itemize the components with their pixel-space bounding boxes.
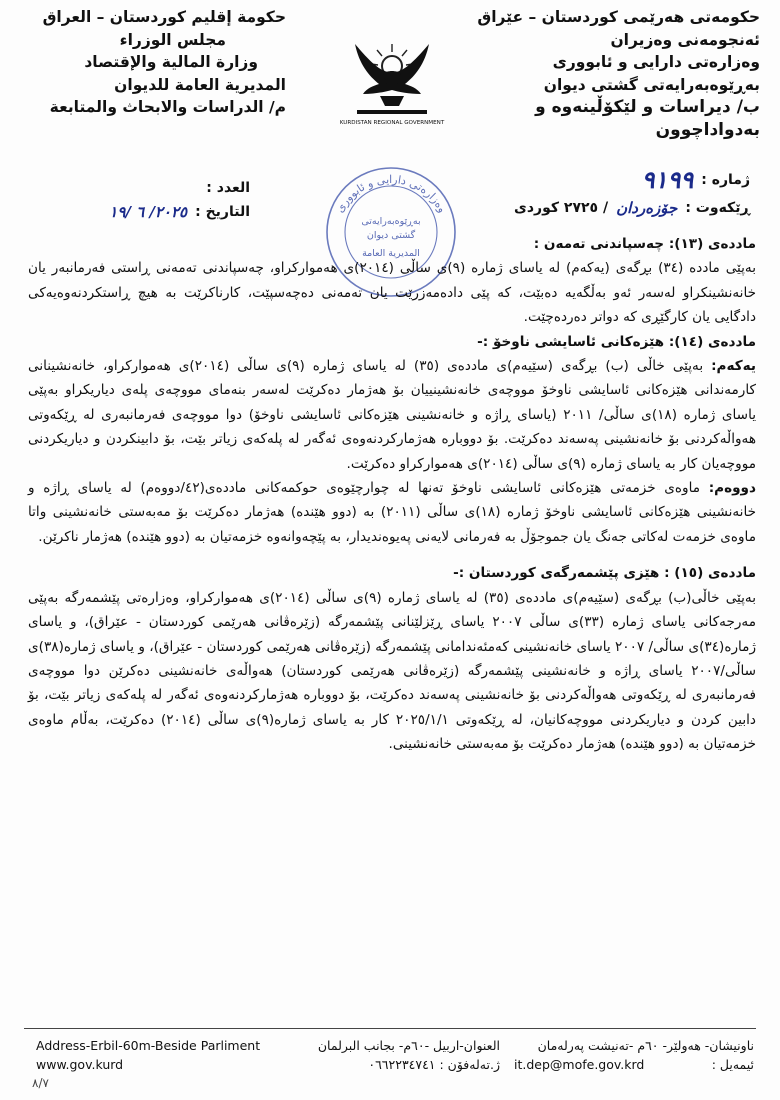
article-13-heading: ماددەی (١٣): چەسپاندنی تەمەن :: [533, 236, 756, 252]
stamp-line2: گشتی دیوان: [366, 230, 416, 241]
footer-english: [36, 1036, 260, 1074]
number-label-arabic: العدد :: [206, 180, 250, 196]
article-14-second: [28, 476, 756, 549]
article-14-second-text: ماوەی خزمەتی هێزەكانی ئاسایشی ناوخۆ تەنها لە چوارچێوەی حوكمەكانی ماددەی(٤٢/دووەم) لە یاسای ڕاژە و خانەنشینی هێزەكانی ئاسایشی ناوخۆ ژمارە (١٨)ی ساڵی (٢٠١١) بە (دوو هێندە) هەژمار دەكرێت بۆ مەبەستی خانەنشینی واتا ماوەی خزمەت لەكاتی جەنگ یان جموجۆڵ بە فەرمانی لایەنی پەیوەندیدار، بە پێچەوانەوە خزمەتیان بە (دوو هێندە) هەژمار ناكرێن.: [28, 480, 756, 545]
header-arabic-line2: مجلس الوزراء: [119, 30, 226, 49]
logo-caption: KURDISTAN REGIONAL GOVERNMENT: [339, 120, 445, 126]
svg-text:وەزارەتی دارایی و ئابووری: [333, 173, 449, 215]
reference-block-arabic: [40, 176, 250, 224]
header-kurdish: [440, 6, 760, 141]
handwritten-month: جۆزەردان: [616, 199, 678, 217]
stamp-line3: المديرية العامة: [362, 248, 420, 259]
footer-email-label: ئیمەیل :: [711, 1057, 754, 1072]
article-14-first: [28, 354, 756, 476]
article-14-second-label: دووەم:: [708, 480, 756, 497]
footer-website[interactable]: www.gov.kurd: [36, 1057, 124, 1072]
number-label-kurdish: ژمارە :: [701, 172, 750, 188]
article-14-first-label: یەكەم:: [711, 358, 757, 375]
handwritten-date: ٢٠٢٥/ ٦ /١٩: [109, 203, 188, 221]
header-kurdish-line2: ئەنجومەنی وەزیران: [610, 30, 760, 49]
article-15-heading: ماددەی (١٥) : هێزی پێشمەرگەی كوردستان :-: [453, 565, 756, 582]
krg-eagle-logo-icon: [333, 14, 451, 132]
date-label-arabic: التاريخ :: [195, 204, 250, 220]
header-arabic-line4: المديرية العامة للديوان: [114, 75, 286, 94]
header-kurdish-line5: ب/ دیراسات و لێكۆڵینەوە و بەدواداچوون: [535, 97, 760, 140]
article-14-heading: ماددەی (١٤): هێزەكانی ئاسایشی ناوخۆ :-: [477, 333, 756, 350]
header-kurdish-line4: بەڕێوەبەرایەتی گشتی دیوان: [543, 75, 760, 94]
reference-block-kurdish: [450, 166, 750, 222]
header-kurdish-line3: وەزارەتی دارایی و ئابووری: [552, 53, 760, 71]
article-13-text: بەپێی ماددە (٣٤) بڕگەی (یەكەم) لە یاسای ژمارە (٩)ی ساڵی (٢٠١٤)ی هەمواركراو، چەسپاندنی تەمەنی ڕاستی فەرمانبەر یان خانەنشینكراو لەسەر ئەو بەڵگەیە دەبێت، كە پێی دادەمەزرێت یان تەمەنی دەچەسپێت، كارناكرێت بە هیچ ڕاستكردنەوەیەكی دادگایی یان كارگێڕی كە دواتر دەردەچێت.: [28, 260, 756, 326]
date-suffix-kurdish: / ٢٧٢٥ كوردی: [514, 200, 609, 216]
stamp-line1: بەڕێوەبەرایەتی: [361, 216, 421, 227]
footer-email[interactable]: it.dep@mofe.gov.krd: [514, 1057, 645, 1072]
article-14-first-text: بەپێی خاڵی (ب) بڕگەی (سێیەم)ی ماددەی (٣٥) لە یاسای ژمارە (٩)ی ساڵی (٢٠١٤)ی هەمواركراو، خانەنشینانی كارمەندانی هێزەكانی ئاسایشی ناوخۆ مووچەی خانەنشینییان بۆ هەژمار دەكرێت لەسەر بنەمای مووچەی پلەی دیاریكراو بەپێی یاسای ژمارە (١٨)ی ساڵی/ ٢٠١١ (یاسای ڕاژە و خانەنشینی هێزەكانی ئاسایشی ناوخۆ) دوا مووچەی فەرمانبەری لە ڕێكەوتی هەواڵەكردنی بۆ خانەنشینی پەسەند دەكرێت. بۆ دووبارە هەژماركردنەوەی ئەگەر لە پلەكەی زیاتر بێت، بۆ دابینكردن و دیاریكردنی مووچەیان كار بە یاسای ژمارە (٩)ی ساڵی (٢٠١٤)ی هەمواركراو دەكرێت.: [28, 358, 756, 472]
date-label-kurdish: ڕێكەوت :: [685, 200, 750, 216]
article-15-text: بەپێی خاڵی(ب) بڕگەی (سێیەم)ی ماددەی (٣٥) لە یاسای ژمارە (٩)ی ساڵی (٢٠١٤)ی هەمواركراو، وەزارەتی پێشمەرگە بەپێی مەرجەكانی یاسای ژمارە (٣٣)ی ساڵی ٢٠٠٧ یاسای ڕێزلێنانی پێشمەرگە (زێرەڤانی هەرێمی كوردستان - عێراق)، و یاسای ژمارە(٣٤)ی ساڵی/ ٢٠٠٧ یاسای خانەنشینی كەمئەندامانی پێشمەرگە (زێرەڤانی هەرێمی كوردستان - عێراق)، و یاسای ژمارە(٣٨)ی ساڵی/٢٠٠٧ یاسای ڕاژە و خانەنشینی پێشمەرگە (زێرەڤانی هەرێمی كوردستان) هەواڵەی خانەنشینی دەكرێن دوا مووچەی فەرمانبەری لە ڕێكەوتی هەواڵەكردنی بۆ خانەنشینی پەسەند دەكرێت، بۆ دووبارە هەژماركردنەوەی ئەگەر لە پلەكەی زیاتر بێت، بۆ دابین كردن و دیاریكردنی مووچەكانیان، لە ڕێكەوتی ٢٠٢٥/١/١ كار بە یاسای ژمارە(٩)ی ساڵی (٢٠١٤) دەكرێت، بەڵام ماوەی خزمەتیان بە (دوو هێندە) هەژمار دەكرێت بۆ مەبەستی خانەنشینی.: [28, 589, 757, 753]
footer-address-arabic: العنوان-اربيل -٦٠م- بجانب البرلمان: [317, 1038, 500, 1053]
header-kurdish-line1: حكومەتی هەرێمی كوردستان – عێراق: [477, 8, 760, 26]
header-arabic-line5: م/ الدراسات والابحاث والمتابعة: [49, 98, 286, 116]
footer-phone: ژ.تەلەفۆن : ٠٦٦٢٢٣٤٧٤١: [368, 1057, 500, 1072]
header-arabic: [16, 6, 286, 119]
page-number: ٨/٧: [32, 1076, 49, 1090]
header-arabic-line3: وزارة المالية والإقتصاد: [84, 53, 258, 71]
footer-arabic: [300, 1036, 500, 1074]
footer-address-kurdish: ناونیشان- هەولێر- ٦٠م -تەنیشت پەرلەمان: [537, 1038, 754, 1053]
footer-divider: [24, 1028, 756, 1029]
letter-body: [28, 232, 756, 757]
header-arabic-line1: حكومة إقليم كوردستان – العراق: [42, 8, 286, 26]
footer-address-english: Address-Erbil-60m-Beside Parliment: [36, 1038, 261, 1053]
handwritten-number: ٩١٩٩: [641, 165, 694, 194]
stamp-ring-text: وەزارەتی دارایی و ئابووری: [333, 172, 449, 215]
footer-kurdish: [514, 1036, 754, 1074]
